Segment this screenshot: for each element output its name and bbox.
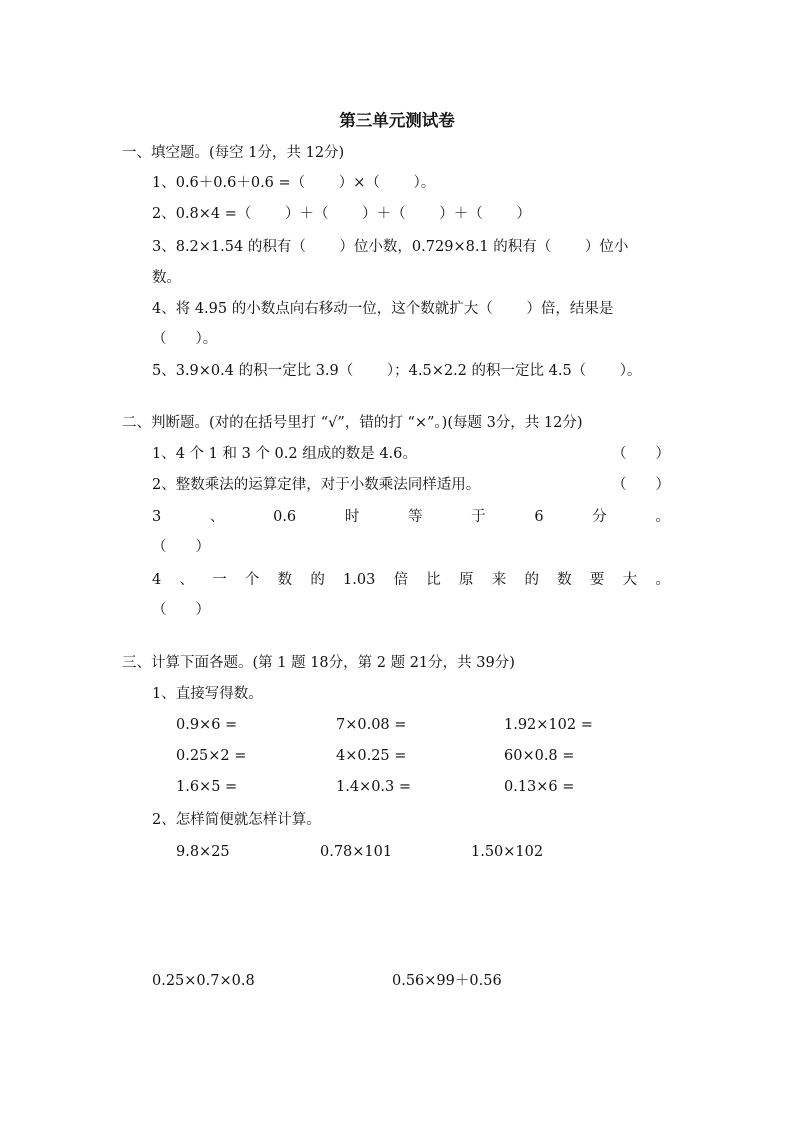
s2-q4-token: 一 [212, 572, 227, 588]
s2-q4-token: 1.03 [343, 572, 376, 588]
simplify-calc-item: 0.78×101 [320, 844, 393, 860]
s2-q3-token: 时 [344, 509, 360, 525]
s2-q4-token: 。 [655, 572, 670, 588]
direct-calc-item: 1.6×5 = [176, 779, 238, 795]
s2-q4-token: 大 [622, 572, 638, 588]
section2-heading: 二、判断题。(对的在括号里打 “√”，错的打 “×”。)(每题 3分，共 12分) [122, 415, 583, 431]
s2-q3-token: 6 [534, 509, 544, 525]
s1-question-3-line1: 3、8.2×1.54 的积有（ ）位小数，0.729×8.1 的积有（ ）位小 [152, 239, 629, 255]
s2-q4-token: 要 [589, 572, 605, 588]
s2-question-3-line1 [152, 510, 670, 525]
direct-calc-item: 0.25×2 = [176, 748, 247, 764]
simplify-calc-item: 1.50×102 [471, 844, 544, 860]
s2-question-1: 1、4 个 1 和 3 个 0.2 组成的数是 4.6。 [152, 446, 417, 462]
s2-q3-token: 、 [209, 509, 225, 525]
s3-subsection-1: 1、直接写得数。 [152, 686, 263, 702]
s2-q3-token: 3 [152, 509, 162, 525]
s1-question-1: 1、0.6＋0.6＋0.6 =（ ）×（ ）。 [152, 175, 436, 191]
s2-q3-token: 分 [592, 509, 607, 525]
direct-calc-item: 0.9×6 = [176, 717, 238, 733]
s2-question-1-answer-paren: （ ） [612, 446, 670, 462]
direct-calc-item: 1.92×102 = [504, 717, 593, 733]
s2-question-2-answer-paren: （ ） [612, 477, 670, 493]
s2-q4-token: 原 [459, 572, 474, 588]
s2-question-4-line1 [152, 573, 670, 588]
simplify-calc-item: 0.56×99＋0.56 [392, 973, 502, 989]
s2-question-3-answer-paren: （ ） [152, 539, 210, 555]
direct-calc-item: 1.4×0.3 = [336, 779, 412, 795]
s2-q3-token: 等 [407, 509, 423, 525]
s2-q4-token: 数 [277, 572, 293, 588]
s2-q4-token: 个 [244, 572, 260, 588]
page-title: 第三单元测试卷 [339, 111, 455, 130]
section3-heading: 三、计算下面各题。(第 1 题 18分，第 2 题 21分，共 39分) [122, 655, 515, 671]
direct-calc-item: 60×0.8 = [504, 748, 575, 764]
s1-question-4-line1: 4、将 4.95 的小数点向右移动一位，这个数就扩大（ ）倍，结果是 [152, 301, 614, 317]
s2-q3-token: 。 [655, 509, 670, 525]
section1-heading: 一、填空题。(每空 1分，共 12分) [122, 145, 345, 161]
direct-calc-item: 7×0.08 = [336, 717, 407, 733]
simplify-calc-item: 0.25×0.7×0.8 [152, 973, 255, 989]
direct-calc-item: 0.13×6 = [504, 779, 575, 795]
s3-subsection-2: 2、怎样简便就怎样计算。 [152, 812, 321, 828]
s2-q4-token: 、 [179, 572, 194, 588]
s2-question-2: 2、整数乘法的运算定律，对于小数乘法同样适用。 [152, 477, 481, 493]
s2-q4-token: 4 [152, 572, 162, 588]
s2-q4-token: 数 [557, 572, 572, 588]
s2-q3-token: 0.6 [273, 509, 297, 525]
s1-question-3-line2: 数。 [152, 270, 181, 286]
s2-q4-token: 来 [491, 572, 507, 588]
s1-question-5: 5、3.9×0.4 的积一定比 3.9（ ）；4.5×2.2 的积一定比 4.5（ ）。 [152, 363, 642, 379]
s2-q3-token: 于 [471, 509, 486, 525]
s1-question-2: 2、0.8×4 =（ ）＋（ ）＋（ ）＋（ ） [152, 206, 531, 222]
s2-q4-token: 的 [310, 572, 325, 588]
s2-question-4-answer-paren: （ ） [152, 602, 210, 618]
s2-q4-token: 比 [426, 572, 441, 588]
s2-q4-token: 倍 [393, 572, 409, 588]
direct-calc-item: 4×0.25 = [336, 748, 407, 764]
s1-question-4-line2: （ ）。 [152, 331, 218, 347]
simplify-calc-item: 9.8×25 [176, 844, 230, 860]
s2-q4-token: 的 [524, 572, 539, 588]
